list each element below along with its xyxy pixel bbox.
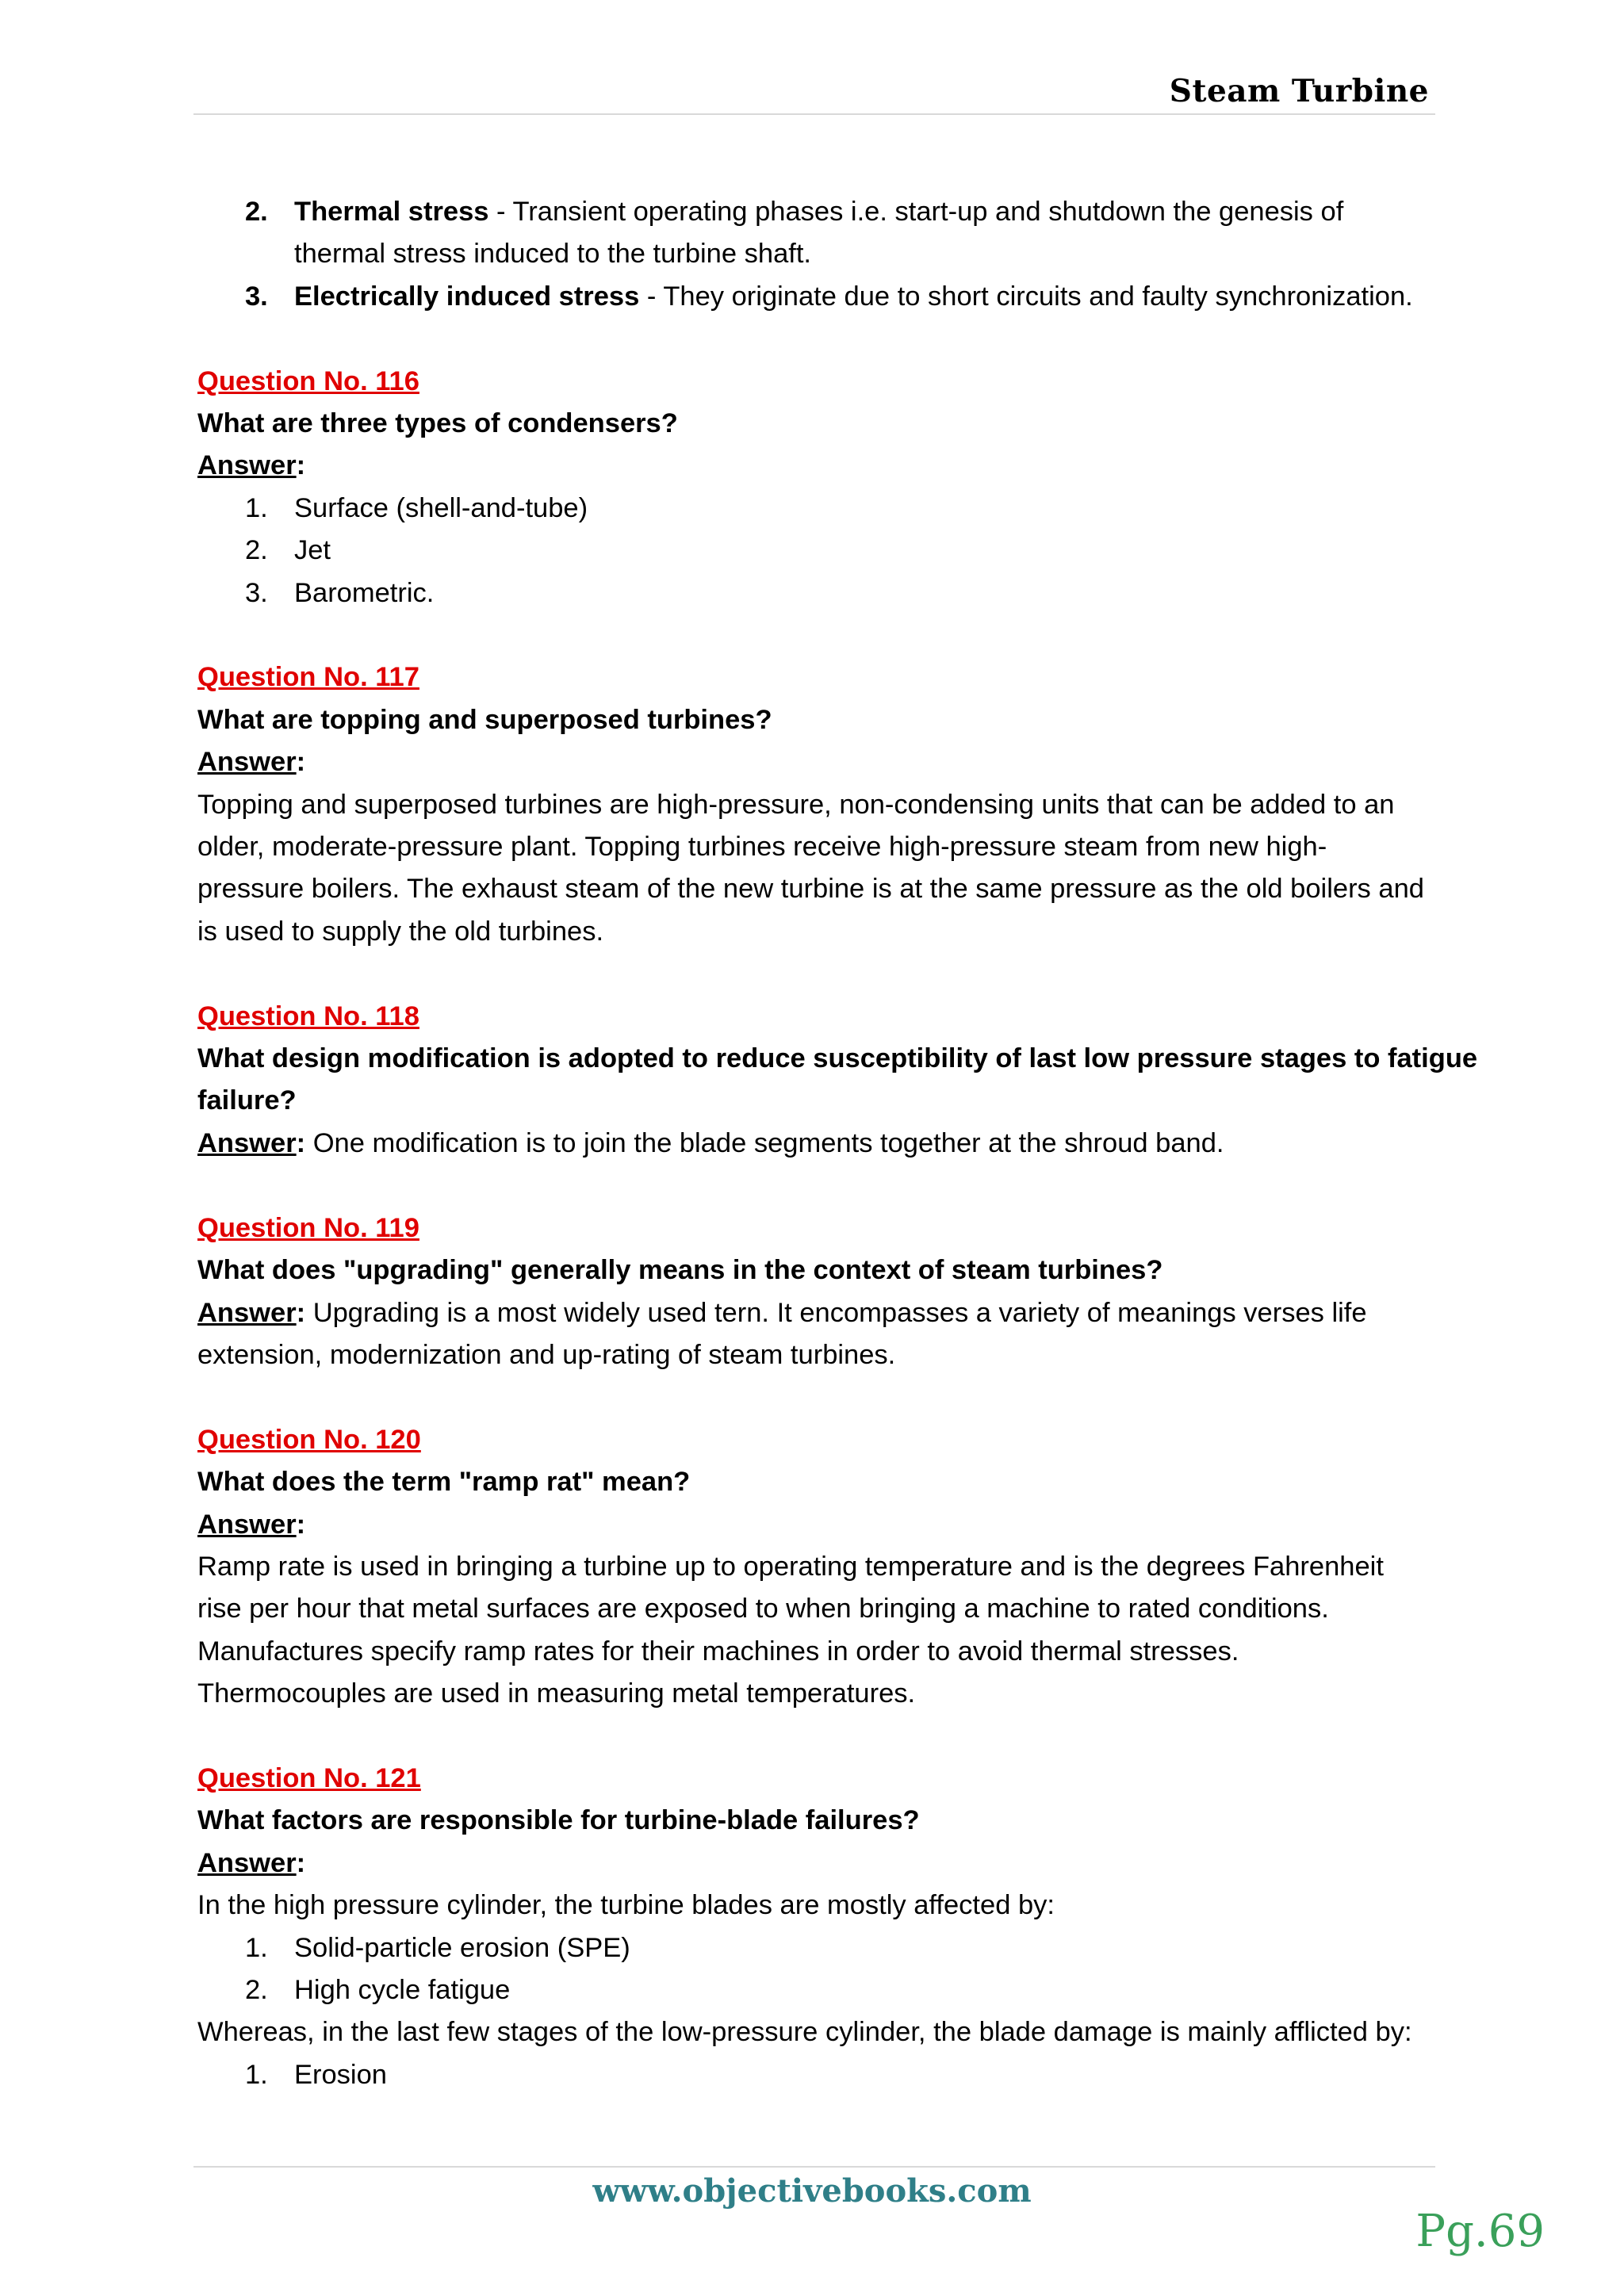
running-header-title: Steam Turbine: [1169, 73, 1429, 109]
list-number: 2.: [245, 197, 268, 227]
answer-label: Answer: [197, 747, 297, 778]
answer-line: Topping and superposed turbines are high-pressure, non-condensing units that can be added to an: [197, 789, 1395, 820]
answer-line: pressure boilers. The exhaust steam of the new turbine is at the same pressure as the old boilers and: [197, 874, 1424, 905]
list-item: 3. Barometric.: [245, 577, 435, 608]
footer-rule: [193, 2166, 1435, 2168]
answer-label: Answer: [197, 1847, 297, 1878]
page-number: Pg.69: [1415, 2206, 1545, 2257]
list-item-continuation: [197, 233, 1434, 275]
question-title: Question No. 118: [197, 1001, 419, 1031]
list-item: [197, 276, 1434, 318]
question-text: What does "upgrading" generally means in the context of steam turbines?: [197, 1255, 1163, 1286]
question-text: What factors are responsible for turbine-blade failures?: [197, 1805, 920, 1836]
question-text: What are topping and superposed turbines?: [197, 704, 772, 735]
header-rule: [193, 113, 1435, 115]
question-title: Question No. 116: [197, 365, 419, 396]
list-text: thermal stress induced to the turbine shaft.: [294, 239, 812, 270]
question-text: failure?: [197, 1085, 297, 1116]
answer-line: Thermocouples are used in measuring metal temperatures.: [197, 1678, 916, 1709]
answer-line: is used to supply the old turbines.: [197, 916, 604, 947]
question-title: Question No. 119: [197, 1212, 419, 1243]
answer-line: Whereas, in the last few stages of the low-pressure cylinder, the blade damage is mainly afflicted by:: [197, 2017, 1412, 2048]
question-title: Question No. 120: [197, 1424, 421, 1455]
answer-line: older, moderate-pressure plant. Topping turbines receive high-pressure steam from new high-: [197, 832, 1327, 863]
answer-line: Ramp rate is used in bringing a turbine up to operating temperature and is the degrees Fahrenheit: [197, 1551, 1384, 1582]
list-item: 1. Surface (shell-and-tube): [245, 492, 588, 523]
answer-text: One modification is to join the blade segments together at the shroud band.: [305, 1127, 1224, 1158]
list-term: Thermal stress: [294, 197, 489, 227]
answer-label: Answer: [197, 1127, 297, 1158]
question-title: Question No. 117: [197, 662, 419, 693]
list-text: - They originate due to short circuits and faulty synchronization.: [639, 281, 1413, 312]
list-item: [197, 191, 1434, 233]
answer-label: Answer: [197, 450, 297, 481]
answer-line: rise per hour that metal surfaces are exposed to when bringing a machine to rated conditions.: [197, 1594, 1329, 1624]
answer-line: extension, modernization and up-rating of steam turbines.: [197, 1339, 896, 1370]
answer-label: Answer: [197, 1297, 297, 1328]
question-text: What are three types of condensers?: [197, 408, 678, 439]
list-item: 1. Erosion: [245, 2059, 387, 2090]
answer-text: Upgrading is a most widely used tern. It encompasses a variety of meanings verses life: [305, 1297, 1367, 1328]
answer-label: Answer: [197, 1509, 297, 1540]
answer-line: In the high pressure cylinder, the turbine blades are mostly affected by:: [197, 1890, 1055, 1921]
footer-website-link[interactable]: www.objectivebooks.com: [592, 2172, 1032, 2210]
list-item: 2. Jet: [245, 535, 331, 566]
page-content: 2. Thermal stress - Transient operating phases i.e. start-up and shutdown the genesis of thermal stress induced to the turbine shaft. 3. Electrically induced stress - They originate due to short circuits and faulty synchronization. Question No. 116 What are three types of condensers? Answer: 1. Surface (shell-and-tube) 2. Jet 3. Barometric. Question No. 117 What are topping and superposed turbines? Answer: Topping and superposed turbines are high-pressure, non-condensing units that can be added to an older, moderate-pressure plant. Topping turbines receive high-pressure steam from new high- pressure boilers. The exhaust steam of the new turbine is at the same pressure as the old boilers and is used to supply the old turbines. Question No. 118 What design modification is adopted to reduce susceptibility of last low pressure stages to fatigue failure? Answer: One modification is to join the blade segments together at the shroud band. Question No. 119 What does "upgrading" generally means in the context of steam turbines? Answer: Upgrading is a most widely used tern. It encompasses a variety of meanings verses life extension, modernization and up-rating of steam turbines. Question No. 120 What does the term "ramp rat" mean? Answer: Ramp rate is used in bringing a turbine up to operating temperature and is the degrees Fahrenheit rise per hour that metal surfaces are exposed to when bringing a machine to rated conditions. Manufactures specify ramp rates for their machines in order to avoid thermal stresses. Thermocouples are used in measuring metal temperatures. Question No. 121 What factors are responsible for turbine-blade failures? Answer: In the high pressure cylinder, the turbine blades are mostly affected by: 1. Solid-particle erosion (SPE) 2. High cycle fatigue Whereas, in the last few stages of the low-pressure cylinder, the blade damage is mainly afflicted by: 1. Erosion: [197, 191, 1434, 2096]
list-term: Electrically induced stress: [294, 281, 640, 312]
list-item: 1. Solid-particle erosion (SPE): [245, 1932, 630, 1963]
answer-line: Manufactures specify ramp rates for their machines in order to avoid thermal stresses.: [197, 1636, 1239, 1667]
list-text: - Transient operating phases i.e. start-up and shutdown the genesis of: [488, 197, 1344, 227]
question-text: What does the term "ramp rat" mean?: [197, 1467, 691, 1498]
list-item: 2. High cycle fatigue: [245, 1974, 511, 2005]
question-title: Question No. 121: [197, 1762, 421, 1793]
list-number: 3.: [245, 281, 268, 312]
question-text: What design modification is adopted to reduce susceptibility of last low pressure stages to fatigue: [197, 1043, 1478, 1074]
